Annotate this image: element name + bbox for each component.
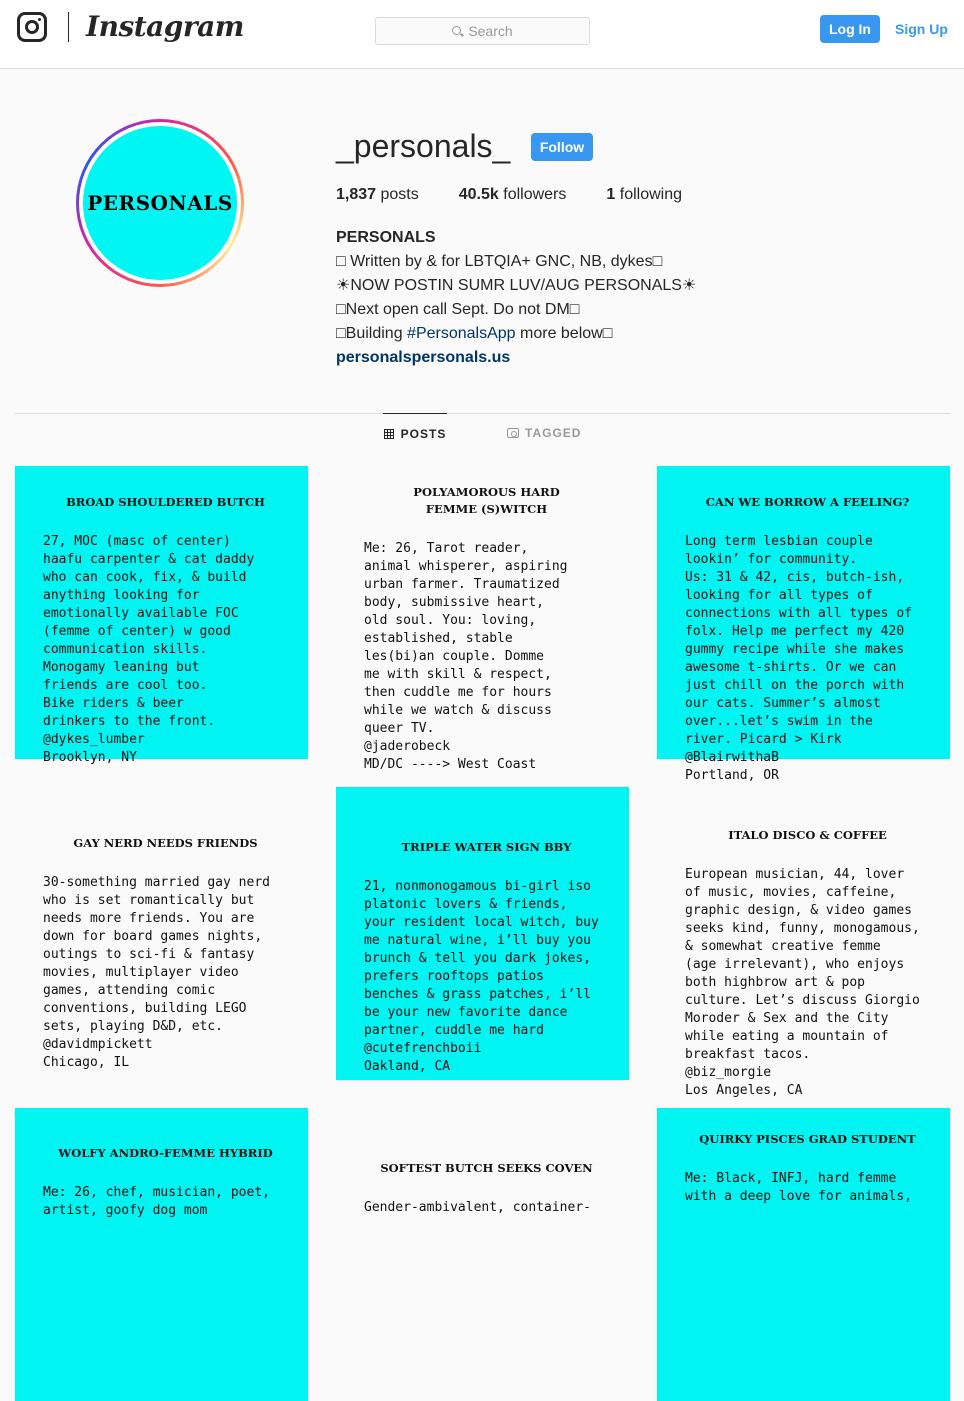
post-text: Me: Black, INFJ, hard femme with a deep love for animals,: [685, 1171, 912, 1204]
post-tile[interactable]: [657, 787, 950, 1098]
search-input[interactable]: [375, 17, 590, 45]
tab-tagged[interactable]: TAGGED: [507, 413, 581, 453]
post-title: WOLFY ANDRO-FEMME HYBRID: [58, 1146, 273, 1160]
following-count[interactable]: 1 following: [606, 186, 683, 203]
post-title: POLYAMOROUS HARD FEMME (S)WITCH: [413, 485, 560, 516]
bio-line-3: □Next open call Sept. Do not DM□: [336, 301, 580, 318]
hashtag-link[interactable]: #PersonalsApp: [407, 325, 516, 342]
avatar[interactable]: [76, 119, 244, 287]
logo-divider: [68, 12, 69, 42]
post-text: Me: 26, Tarot reader, animal whisperer, aspiring urban farmer. Traumatized body, submissive heart, old soul. You: loving, established, stable les(bi)an couple. Domme me with skill & respect, then cuddle me for hours while we watch & discuss queer TV. @jaderobeck MD/DC ----> West Coast: [364, 541, 568, 772]
follow-button[interactable]: Follow: [531, 133, 593, 161]
post-title: GAY NERD NEEDS FRIENDS: [73, 836, 258, 850]
post-text: 27, MOC (masc of center) haafu carpenter & cat daddy who can cook, fix, & build anything looking for emotionally available FOC (femme of center) w good communication skills. Monogamy leaning but friends are cool too. Bike riders & beer drinkers to the front. @dykes_lumber Brooklyn, NY: [43, 534, 255, 765]
post-text: 30-something married gay nerd who is set romantically but needs more friends. You are down for board games nights, outings to sci-fi & fantasy movies, multiplayer video games, attending comic conventions, building LEGO sets, playing D&D, etc. @davidmpickett Chicago, IL: [43, 875, 270, 1070]
post-title: CAN WE BORROW A FEELING?: [705, 495, 910, 509]
tab-posts[interactable]: POSTS: [383, 413, 447, 453]
tabs-divider: [15, 413, 950, 414]
post-text: Me: 26, chef, musician, poet, artist, goofy dog mom: [43, 1185, 270, 1218]
post-title: QUIRKY PISCES GRAD STUDENT: [699, 1132, 916, 1146]
post-tile[interactable]: [336, 787, 629, 1080]
tag-icon: [507, 428, 519, 438]
avatar-image: PERSONALS: [83, 126, 237, 280]
post-tile[interactable]: [336, 1108, 629, 1401]
profile-stats: [336, 186, 722, 204]
post-tile[interactable]: [336, 466, 629, 772]
grid-icon: [384, 429, 394, 439]
followers-count[interactable]: 40.5k followers: [458, 186, 567, 203]
post-tile[interactable]: [15, 466, 308, 765]
instagram-wordmark[interactable]: Instagram: [86, 10, 244, 43]
post-text: Long term lesbian couple lookin’ for community. Us: 31 & 42, cis, butch-ish, looking for all types of connections with all types of folx. Help me perfect my 420 gummy recipe while she makes awesome t-shirts. Or we can just chill on the porch with our cats. Summer’s almost over...let’s swim in the river. Picard > Kirk @BlairwithaB Portland, OR: [685, 534, 912, 783]
bio-display-name: PERSONALS: [336, 229, 436, 246]
post-text: 21, nonmonogamous bi-girl iso platonic lovers & friends, your resident local witch, buy me natural wine, i’ll buy you brunch & tell you dark jokes, prefers rooftops patios benches & grass patches, i’ll be your new favorite dance partner, cuddle me hard @cutefrenchboii Oakland, CA: [364, 879, 599, 1074]
post-text: European musician, 44, lover of music, movies, caffeine, graphic design, & video games seeks kind, funny, monogamous, & somewhat creative femme (age irrelevant), who enjoys both highbrow art & pop culture. Let’s discuss Giorgio Moroder & Sex and the City while eating a mountain of breakfast tacos. @biz_morgie Los Angeles, CA: [685, 867, 920, 1098]
profile-username: _personals_: [336, 128, 511, 164]
bio-website-link[interactable]: personalspersonals.us: [336, 349, 511, 366]
profile-bio: [336, 226, 756, 370]
post-tile[interactable]: [657, 1108, 950, 1401]
bio-line-2: ☀NOW POSTIN SUMR LUV/AUG PERSONALS☀: [336, 277, 697, 294]
bio-line-4: □Building #PersonalsApp more below□: [336, 325, 613, 342]
top-navigation-bar: [0, 0, 964, 69]
posts-count: 1,837 posts: [336, 186, 419, 203]
post-title: ITALO DISCO & COFFEE: [728, 828, 887, 842]
post-title: TRIPLE WATER SIGN BBY: [401, 840, 572, 854]
instagram-camera-icon[interactable]: [17, 12, 47, 42]
sign-up-link[interactable]: Sign Up: [895, 21, 948, 37]
post-tile[interactable]: [15, 787, 308, 1080]
search-icon: [452, 26, 461, 35]
bio-line-1: □ Written by & for LBTQIA+ GNC, NB, dykes□: [336, 253, 663, 270]
post-title: BROAD SHOULDERED BUTCH: [66, 495, 265, 509]
post-tile[interactable]: [15, 1108, 308, 1401]
post-title: SOFTEST BUTCH SEEKS COVEN: [380, 1161, 593, 1175]
post-text: Gender-ambivalent, container-: [364, 1200, 591, 1215]
search-placeholder: Search: [468, 23, 513, 39]
post-tile[interactable]: [657, 466, 950, 783]
log-in-button[interactable]: Log In: [820, 15, 880, 43]
